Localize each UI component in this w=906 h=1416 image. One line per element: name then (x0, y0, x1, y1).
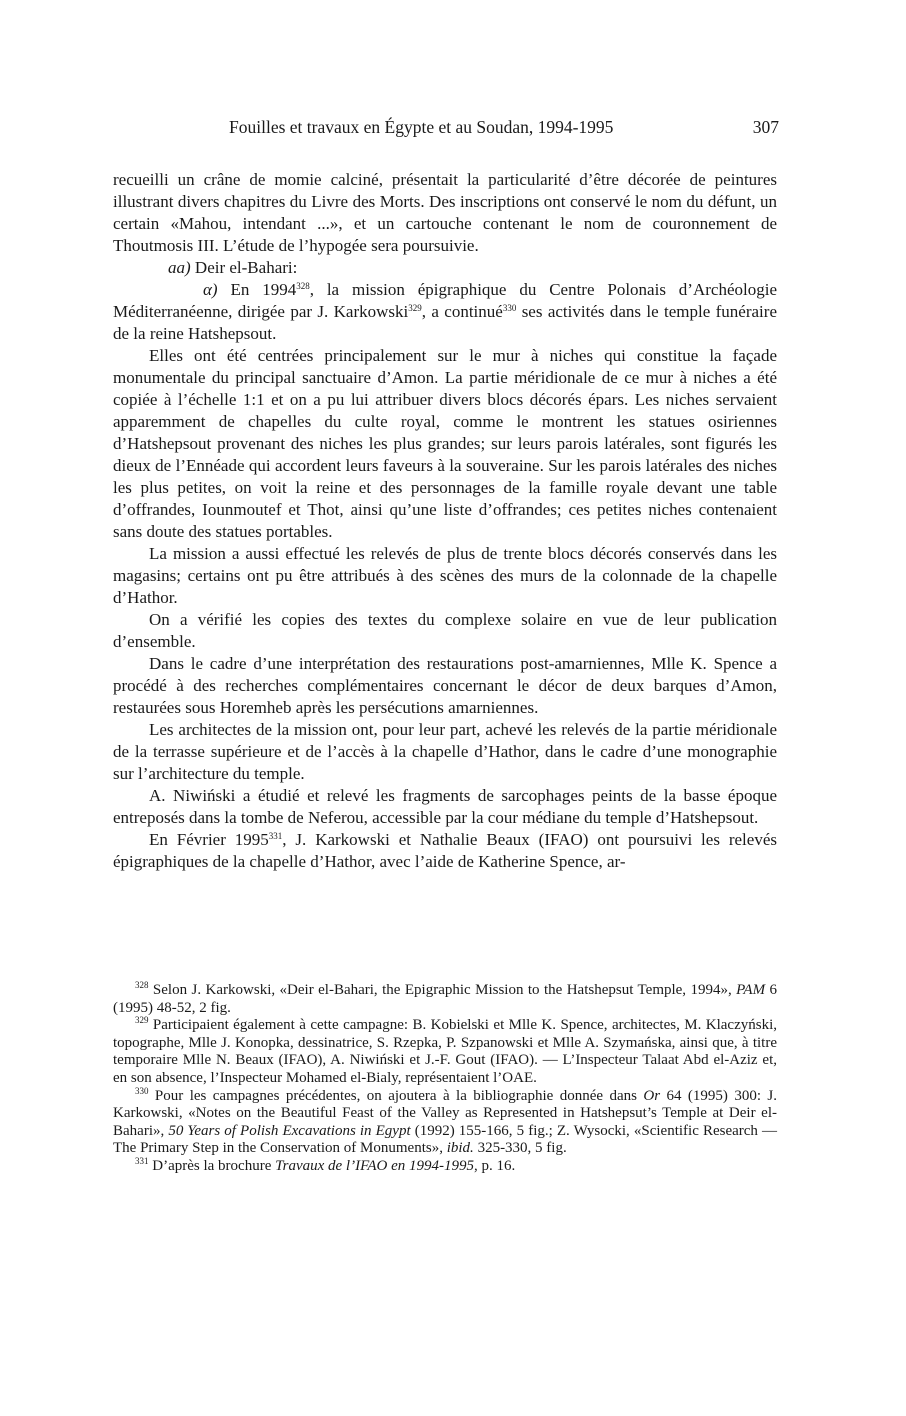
main-text (113, 169, 777, 873)
text-run: 325-330, 5 fig. (473, 1140, 567, 1157)
running-title: Fouilles et travaux en Égypte et au Soudan, 1994-1995 (229, 117, 614, 137)
ibid: ibid. (446, 1140, 474, 1157)
journal-title: Or (643, 1087, 661, 1104)
footnote-328 (113, 982, 777, 1017)
paragraph: La mission a aussi effectué les relevés de plus de trente blocs décorés conservés dans les magasins; certains ont pu être attribués à des scènes des murs de la colonnade de la chapelle d’Hathor. (113, 544, 777, 607)
text-run: , a continué (421, 302, 503, 321)
paragraph: recueilli un crâne de momie calciné, présentait la particularité d’être décorée de peintures illustrant divers chapitres du Livre des Morts. Des inscriptions ont conservé le nom du défunt, un certain «Mahou, intendant ...», et un cartouche contenant le nom de couronnement de Thoutmosis III. L’étude de l’hypogée sera poursuivie. (113, 170, 777, 255)
section-title: Deir el-Bahari: (190, 258, 298, 277)
paragraph: On a vérifié les copies des textes du complexe solaire en vue de leur publication d’ensemble. (113, 610, 777, 651)
text-run: Selon J. Karkowski, «Deir el-Bahari, the Epigraphic Mission to the Hatshepsut Temple, 1994», (148, 982, 737, 998)
footnote-number: 329 (135, 1015, 149, 1026)
footnote-number: 328 (135, 980, 149, 990)
paragraph: A. Niwiński a étudié et relevé les fragments de sarcophages peints de la basse époque entreposés dans la tombe de Neferou, accessible par la cour médiane du temple d’Hatshepsout. (113, 786, 777, 827)
text-run: , J. Karkowski et Nathalie Beaux (IFAO) ont poursuivi les relevés épigraphiques de la chapelle d’Hathor, avec l’aide de Katherine Spence, ar- (113, 830, 777, 871)
text-run: , la mission épigraphique du Centre Polonais d’Archéologie Méditerranéenne, dirigée par J. Karkowski (113, 280, 777, 321)
footnotes (113, 982, 777, 1176)
footnote-ref: 328 (296, 281, 310, 291)
running-header (229, 116, 779, 138)
footnote-329 (113, 1017, 777, 1087)
footnote-number: 330 (135, 1085, 149, 1096)
book-title: Travaux de l’IFAO en 1994-1995 (275, 1157, 474, 1174)
footnote-ref: 329 (408, 303, 422, 313)
section-heading (113, 257, 777, 279)
text-run: En 1994 (217, 280, 297, 299)
text-run: 6 (1995) 48-52, 2 fig. (113, 982, 777, 1016)
footnote-331 (113, 1155, 777, 1176)
paragraph: Elles ont été centrées principalement sur le mur à niches qui constitue la façade monumentale du principal sanctuaire d’Amon. La partie méridionale de ce mur à niches a été copiée à l’échelle 1:1 et on a pu lui attribuer divers blocs décorés épars. Les niches servaient apparemment de chapelles du culte royal, comme le montrent les statues osiriennes d’Hatshepsout provenant des niches les plus grandes; sur leurs parois latérales, sont figurés les dieux de l’Ennéade qui accordent leurs faveurs à la souveraine. Sur les parois latérales des niches les plus petites, on voit la reine et des personnages de la famille royale devant une table d’offrandes, Iounmoutef et Thot, ainsi qu’une liste d’offrandes; ces petites niches contenaient sans doute des statues portables. (113, 346, 777, 541)
text-run: ses activités dans le temple funéraire de la reine Hatshepsout. (113, 302, 777, 343)
text-run: Participaient également à cette campagne: B. Kobielski et Mlle K. Spence, architectes, M. Klaczyński, topographe, Mlle J. Konopka, dessinatrice, S. Rzepka, P. Szpanowski et Mlle A. Szymańska, ainsi que, à titre temporaire Mlle N. Beaux (IFAO), A. Niwiński et J.-F. Gout (IFAO). — L’Inspecteur Talaat Abd el-Aziz et, en son absence, l’Inspecteur Mohamed el-Bialy, représentaient l’OAE. (113, 1017, 777, 1086)
text-run: En Février 1995 (149, 830, 269, 849)
text-run: 64 (1995) 300: J. Karkowski, «Notes on the Beautiful Feast of the Valley as Represented in Hatshepsut’s Temple at Deir el-Bahari», (113, 1087, 777, 1139)
text-run: , p. 16. (473, 1157, 516, 1174)
paragraph: Les architectes de la mission ont, pour leur part, achevé les relevés de la partie méridionale de la terrasse supérieure et de l’accès à la chapelle d’Hathor, dans le cadre d’une monographie sur l’architecture du temple. (113, 720, 777, 783)
footnote-ref: 330 (502, 303, 517, 313)
paragraph (113, 829, 777, 873)
footnote-number: 331 (135, 1155, 149, 1166)
paragraph (113, 279, 777, 345)
footnote-ref: 331 (268, 831, 283, 841)
text-run: Pour les campagnes précédentes, on ajoutera à la bibliographie donnée dans (148, 1087, 644, 1104)
subsection-marker: α) (203, 280, 218, 299)
journal-title: PAM (736, 982, 766, 998)
text-run: D’après la brochure (148, 1157, 276, 1174)
book-title: 50 Years of Polish Excavations in Egypt (168, 1122, 411, 1139)
footnote-330 (113, 1085, 777, 1158)
section-marker: aa) (168, 258, 191, 277)
paragraph: Dans le cadre d’une interprétation des restaurations post-amarniennes, Mlle K. Spence a procédé à des recherches complémentaires concernant le décor de deux barques d’Amon, restaurées sous Horemheb après les persécutions amarniennes. (113, 654, 777, 717)
text-run: (1992) 155-166, 5 fig.; Z. Wysocki, «Scientific Research — The Primary Step in the Conservation of Monuments», (113, 1122, 777, 1157)
page-number: 307 (752, 117, 779, 137)
